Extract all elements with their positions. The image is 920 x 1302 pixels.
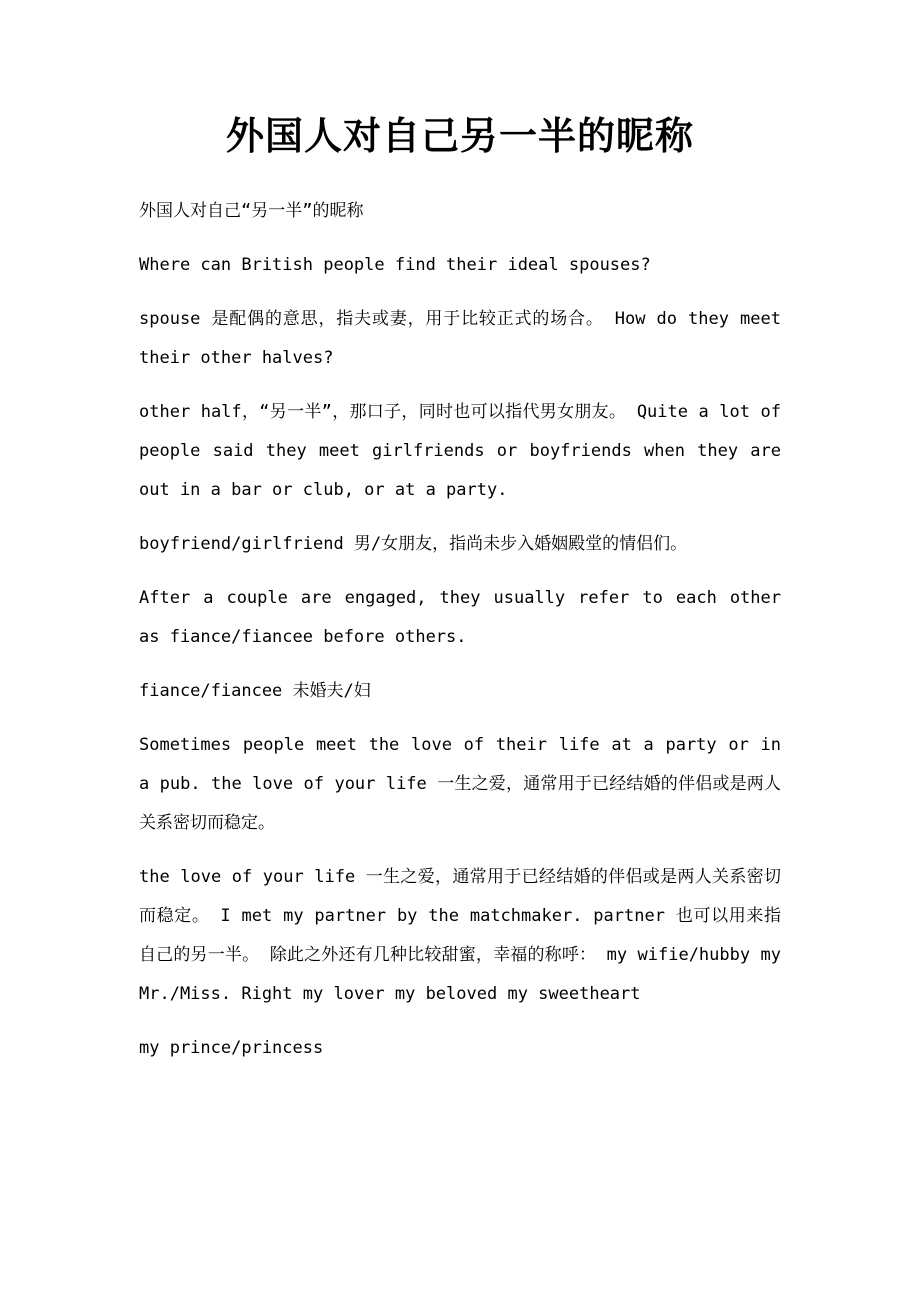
paragraph-prince-princess: my prince/princess	[139, 1038, 324, 1058]
paragraph-boyfriend-girlfriend: boyfriend/girlfriend 男/女朋友，指尚未步入婚姻殿堂的情侣们。	[139, 534, 688, 554]
paragraph-love-of-life: Sometimes people meet the love of their life at a party or in a pub. the love of your life 一生之爱，通常用于已经结婚的伴侣或是两人关系密切而稳定。	[139, 735, 781, 833]
paragraph-other-half: other half，“另一半”，那口子，同时也可以指代男女朋友。 Quite a lot of people said they meet girlfriends or boyfriends when they are out in a bar or club, or at a party.	[139, 402, 781, 500]
paragraph-subtitle: 外国人对自己“另一半”的昵称	[139, 201, 364, 221]
document-body	[139, 192, 781, 1083]
paragraph-engaged-couple: After a couple are engaged, they usually refer to each other as fiance/fiancee before others.	[139, 588, 781, 647]
paragraph-spouse-definition: spouse 是配偶的意思，指夫或妻，用于比较正式的场合。 How do they meet their other halves?	[139, 309, 781, 368]
paragraph-spouses-question: Where can British people find their ideal spouses?	[139, 255, 651, 275]
document-title: 外国人对自己另一半的昵称	[225, 113, 694, 158]
paragraph-partner-nicknames: the love of your life 一生之爱，通常用于已经结婚的伴侣或是两人关系密切而稳定。 I met my partner by the matchmaker. partner 也可以用来指自己的另一半。 除此之外还有几种比较甜蜜，幸福的称呼： my wifie/hubby my Mr./Miss. Right my lover my beloved my sweetheart	[139, 867, 781, 1004]
paragraph-fiance-definition: fiance/fiancee 未婚夫/妇	[139, 681, 371, 701]
